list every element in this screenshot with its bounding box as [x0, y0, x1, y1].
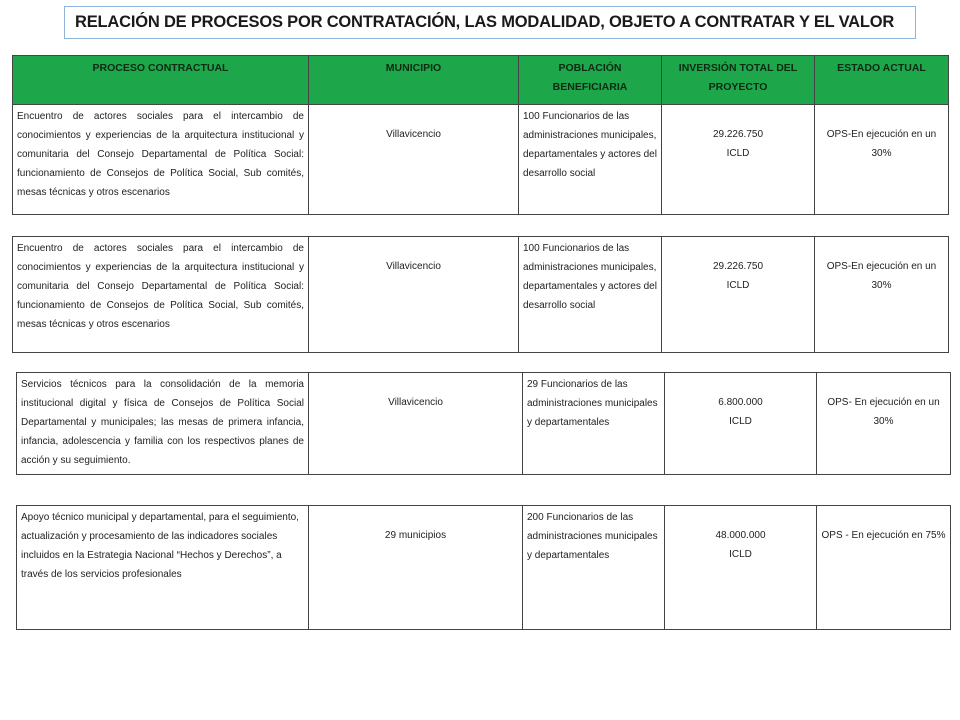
process-table-4 — [16, 505, 951, 630]
table-row — [17, 506, 951, 630]
cell-municipio: Villavicencio — [309, 237, 519, 353]
cell-poblacion: 200 Funcionarios de las administraciones municipales y departamentales — [523, 506, 665, 630]
cell-proceso: Apoyo técnico municipal y departamental, para el seguimiento, actualización y procesamiento de las indicadores sociales incluidos en la Estrategia Nacional “Hechos y Derechos”, a través de los servicios profesionales — [17, 506, 309, 630]
page-title: RELACIÓN DE PROCESOS POR CONTRATACIÓN, LAS MODALIDAD, OBJETO A CONTRATAR Y EL VALOR — [64, 6, 916, 39]
process-table-3 — [16, 372, 951, 475]
cell-poblacion: 100 Funcionarios de las administraciones municipales, departamentales y actores del desarrollo social — [519, 237, 662, 353]
cell-estado: OPS - En ejecución en 75% — [817, 506, 951, 630]
inversion-valor: 6.800.000 — [718, 397, 763, 408]
cell-proceso: Servicios técnicos para la consolidación de la memoria institucional digital y física de Consejos de Política Social Departamental y municipales; las mesas de primera infancia, infancia, adolescencia y familia con los respectivos planes de acción y su seguimiento. — [17, 373, 309, 475]
cell-poblacion: 100 Funcionarios de las administraciones municipales, departamentales y actores del desarrollo social — [519, 105, 662, 215]
inversion-valor: 29.226.750 — [712, 261, 764, 272]
header-municipio: MUNICIPIO — [309, 56, 519, 105]
cell-estado: OPS- En ejecución en un 30% — [817, 373, 951, 475]
cell-inversion — [665, 506, 817, 630]
header-estado: ESTADO ACTUAL — [815, 56, 949, 105]
cell-inversion — [662, 105, 815, 215]
cell-poblacion: 29 Funcionarios de las administraciones municipales y departamentales — [523, 373, 665, 475]
cell-proceso: Encuentro de actores sociales para el intercambio de conocimientos y experiencias de la arquitectura institucional y comunitaria del Consejo Departamental de Política Social: funcionamiento de Consejos de Política Social, Sub comités, mesas técnicas y otros escenarios — [13, 105, 309, 215]
inversion-fuente: ICLD — [729, 416, 752, 427]
table-row — [17, 373, 951, 475]
table-row — [13, 105, 949, 215]
cell-proceso: Encuentro de actores sociales para el intercambio de conocimientos y experiencias de la arquitectura institucional y comunitaria del Consejo Departamental de Política Social: funcionamiento de Consejos de Política Social, Sub comités, mesas técnicas y otros escenarios — [13, 237, 309, 353]
table-row — [13, 237, 949, 353]
process-table-1 — [12, 55, 949, 215]
cell-estado: OPS-En ejecución en un 30% — [815, 105, 949, 215]
header-proceso: PROCESO CONTRACTUAL — [13, 56, 309, 105]
header-inversion: INVERSIÓN TOTAL DEL PROYECTO — [662, 56, 815, 105]
inversion-valor: 48.000.000 — [715, 530, 766, 541]
inversion-valor: 29.226.750 — [712, 129, 764, 140]
cell-estado: OPS-En ejecución en un 30% — [815, 237, 949, 353]
inversion-fuente: ICLD — [726, 280, 750, 291]
cell-inversion — [662, 237, 815, 353]
inversion-fuente: ICLD — [726, 148, 750, 159]
cell-municipio: 29 municipios — [309, 506, 523, 630]
header-poblacion: POBLACIÓN BENEFICIARIA — [519, 56, 662, 105]
cell-municipio: Villavicencio — [309, 105, 519, 215]
table-header-row — [13, 56, 949, 105]
process-table-2 — [12, 236, 949, 353]
cell-inversion — [665, 373, 817, 475]
cell-municipio: Villavicencio — [309, 373, 523, 475]
inversion-fuente: ICLD — [729, 549, 752, 560]
